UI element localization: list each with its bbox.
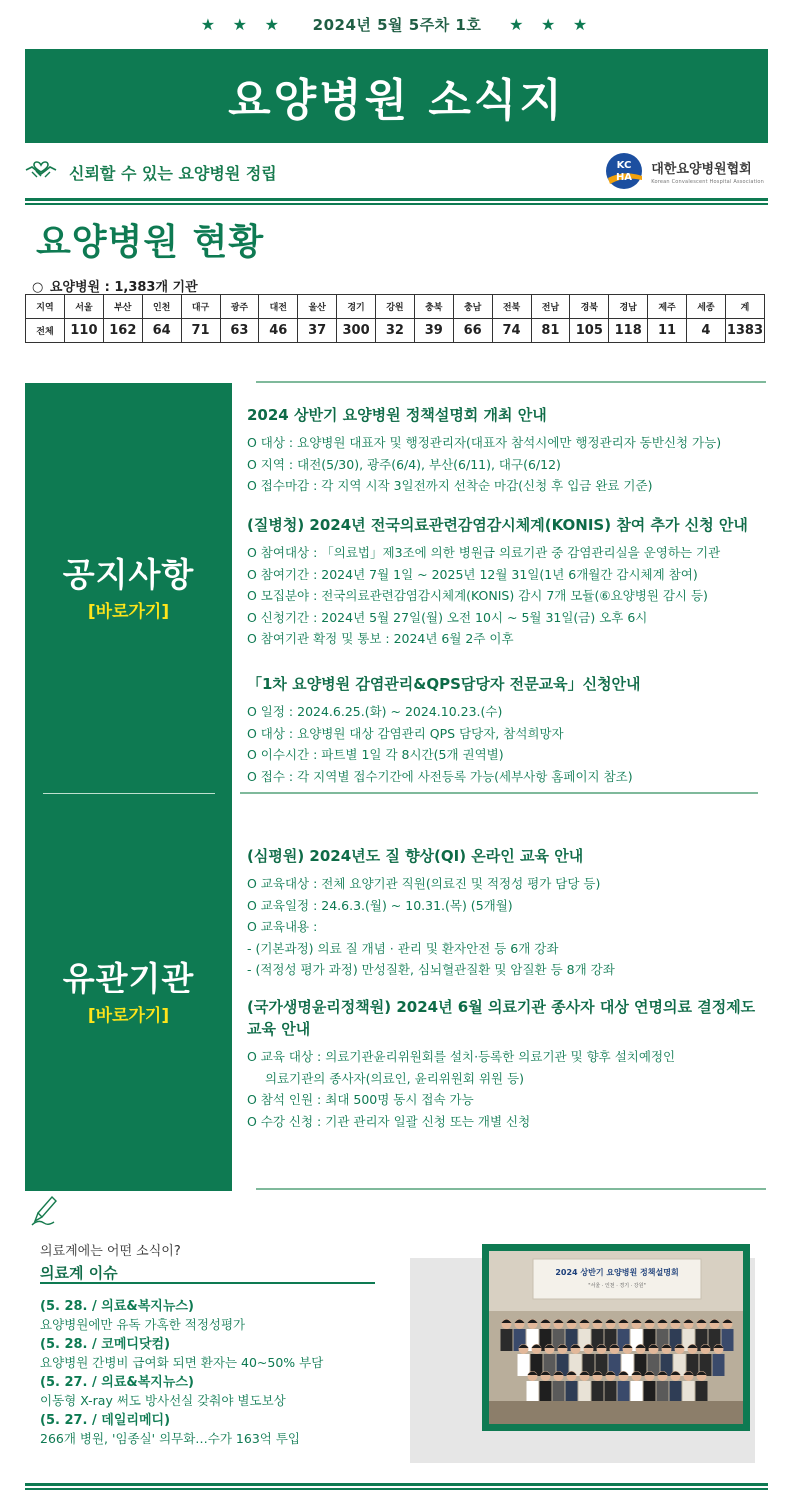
agency-line: - (적정성 평가 과정) 만성질환, 심뇌혈관질환 및 암질환 등 8개 강좌	[247, 962, 615, 978]
person-body	[527, 1381, 539, 1403]
list-item[interactable]	[40, 1374, 400, 1409]
person-body	[501, 1329, 513, 1351]
handshake-heart-icon	[25, 158, 57, 180]
region-table	[25, 294, 765, 343]
issue-headline[interactable]: 266개 병원, '임종실' 의무화…수가 163억 투입	[40, 1431, 300, 1446]
hospital-count	[32, 276, 198, 295]
region-header-cell: 충북	[414, 295, 453, 319]
issues-ask: 의료계에는 어떤 소식이?	[40, 1244, 181, 1259]
region-count-cell: 118	[609, 319, 648, 343]
table-row-label: 전체	[26, 319, 65, 343]
event-photo-image	[489, 1251, 743, 1424]
region-count-cell: 105	[570, 319, 609, 343]
person-body	[683, 1381, 695, 1403]
photo-banner-sub: "서울 · 인천 · 경기 · 강원"	[588, 1283, 646, 1289]
person-body	[518, 1354, 530, 1376]
region-count-cell: 81	[531, 319, 570, 343]
person-body	[644, 1381, 656, 1403]
region-header-cell: 울산	[298, 295, 337, 319]
region-count-cell: 110	[65, 319, 104, 343]
list-item[interactable]	[40, 1298, 400, 1333]
person-body	[579, 1381, 591, 1403]
newsletter-title: 요양병원 소식지	[228, 75, 565, 126]
region-header-cell: 계	[725, 295, 764, 319]
region-header-cell: 강원	[376, 295, 415, 319]
region-header-cell: 제주	[648, 295, 687, 319]
table-row	[26, 319, 765, 343]
logo-name-ko: 대한요양병원협회	[651, 161, 752, 177]
issue-headline[interactable]: 요양병원 간병비 급여화 되면 환자는 40~50% 부담	[40, 1355, 324, 1370]
agency-item-title[interactable]: (국가생명윤리정책원) 2024년 6월 의료기관 종사자 대상 연명의료 결정제도 교육 안내	[247, 998, 756, 1038]
person-body	[592, 1381, 604, 1403]
notice-link[interactable]: [바로가기]	[87, 602, 170, 622]
notice-item-title[interactable]: 「1차 요양병원 감염관리&QPS담당자 전문교육」신청안내	[247, 675, 641, 693]
region-header-cell: 세종	[687, 295, 726, 319]
issue-source: (5. 28. / 코메디닷컴)	[40, 1337, 171, 1352]
pen-hand-icon	[30, 1195, 58, 1229]
slogan: 신뢰할 수 있는 요양병원 정립	[69, 164, 277, 183]
notice-line: O 신청기간 : 2024년 5월 27일(월) 오전 10시 ~ 5월 31일(금) 오후 6시	[247, 609, 648, 625]
notice-line: O 참여기관 확정 및 통보 : 2024년 6월 2주 이후	[247, 631, 514, 647]
region-count-cell: 32	[376, 319, 415, 343]
region-count-cell: 39	[414, 319, 453, 343]
issue-list	[40, 1298, 400, 1450]
event-photo[interactable]	[482, 1244, 750, 1431]
region-header-cell: 충남	[453, 295, 492, 319]
kcha-logo-mark-icon	[605, 152, 645, 190]
agency-line: 의료기관의 종사자(의료인, 윤리위원회 위원 등)	[265, 1070, 525, 1086]
region-header-cell: 전북	[492, 295, 531, 319]
notice-item	[247, 673, 792, 787]
agency-line: O 교육 대상 : 의료기관윤리위원회를 설치·등록한 의료기관 및 향후 설치예정인	[247, 1049, 676, 1064]
person-body	[553, 1381, 565, 1403]
person-body	[605, 1381, 617, 1403]
agency-item	[247, 996, 762, 1132]
region-count-cell: 11	[648, 319, 687, 343]
section-heading-issues: 의료계 이슈	[40, 1264, 118, 1282]
panel-divider	[43, 793, 215, 794]
notice-item	[247, 514, 792, 650]
person-body	[631, 1381, 643, 1403]
agency-line: - (기본과정) 의료 질 개념 · 관리 및 환자안전 등 6개 강좌	[247, 940, 559, 956]
bullet-circle: ○	[32, 280, 44, 295]
agency-line: O 수강 신청 : 기관 관리자 일괄 신청 또는 개별 신청	[247, 1113, 531, 1129]
issue-line	[0, 14, 794, 35]
person-body	[713, 1354, 725, 1376]
notice-line: O 참여기간 : 2024년 7월 1일 ~ 2025년 12월 31일(1년 6개월간 감시체계 참여)	[247, 566, 698, 582]
notice-line: O 접수마감 : 각 지역 시작 3일전까지 선착순 마감(신청 후 입금 완료 기준)	[247, 478, 653, 494]
region-header-cell: 경북	[570, 295, 609, 319]
region-header-cell: 대전	[259, 295, 298, 319]
person-body	[657, 1381, 669, 1403]
hospital-count-text: 요양병원 : 1,383개 기관	[49, 280, 198, 295]
region-header-cell: 전남	[531, 295, 570, 319]
region-count-cell: 300	[337, 319, 376, 343]
agency-item	[247, 845, 792, 981]
notice-line: O 참여대상 : 「의료법」제3조에 의한 병원급 의료기관 중 감염관리실을 운영하는 기관	[247, 545, 721, 560]
person-body	[566, 1381, 578, 1403]
svg-text:KC: KC	[616, 160, 632, 171]
section-heading-status: 요양병원 현황	[36, 222, 265, 263]
region-header-cell: 인천	[142, 295, 181, 319]
region-count-cell: 63	[220, 319, 259, 343]
issue-number: 2024년 5월 5주차 1호	[312, 16, 482, 34]
region-count-cell: 64	[142, 319, 181, 343]
table-row-label: 지역	[26, 295, 65, 319]
notice-item	[247, 404, 792, 497]
stars-right-icon: ★ ★ ★	[509, 15, 594, 34]
issue-source: (5. 27. / 의료&복지뉴스)	[40, 1375, 194, 1390]
person-body	[670, 1381, 682, 1403]
stars-left-icon: ★ ★ ★	[200, 15, 285, 34]
notice-line: O 이수시간 : 파트별 1일 각 8시간(5개 권역별)	[247, 747, 504, 763]
region-header-cell: 광주	[220, 295, 259, 319]
divider	[25, 198, 768, 205]
divider	[25, 1483, 768, 1490]
agency-line: O 교육일정 : 24.6.3.(월) ~ 10.31.(목) (5개월)	[247, 897, 513, 913]
notice-item-title[interactable]: (질병청) 2024년 전국의료관련감염감시체계(KONIS) 참여 추가 신청 안내	[247, 516, 748, 534]
notice-line: O 지역 : 대전(5/30), 광주(6/4), 부산(6/11), 대구(6/12)	[247, 456, 561, 472]
logo-name-en: Korean Convalescent Hospital Association	[651, 178, 764, 185]
svg-text:HA: HA	[616, 172, 633, 183]
notice-item-title[interactable]: 2024 상반기 요양병원 정책설명회 개최 안내	[247, 406, 547, 424]
divider	[40, 1282, 375, 1284]
region-count-cell: 46	[259, 319, 298, 343]
person-body	[618, 1381, 630, 1403]
list-item[interactable]	[40, 1412, 400, 1447]
agency-title: 유관기관	[62, 959, 195, 998]
region-count-cell: 1383	[725, 319, 764, 343]
region-header-cell: 서울	[65, 295, 104, 319]
region-header-cell: 부산	[103, 295, 142, 319]
region-count-cell: 71	[181, 319, 220, 343]
notice-line: O 모집분야 : 전국의료관련감염감시체계(KONIS) 감시 7개 모듈(⑥요양병원 감시 등)	[247, 588, 708, 604]
agency-line: O 참석 인원 : 최대 500명 동시 접속 가능	[247, 1092, 474, 1108]
notice-line: O 대상 : 요양병원 대표자 및 행정관리자(대표자 참석시에만 행정관리자 동반신청 가능)	[247, 435, 722, 450]
notice-line: O 일정 : 2024.6.25.(화) ~ 2024.10.23.(수)	[247, 704, 503, 719]
issue-headline[interactable]: 요양병원에만 유독 가혹한 적정성평가	[40, 1317, 246, 1332]
region-header-cell: 대구	[181, 295, 220, 319]
region-header-cell: 경기	[337, 295, 376, 319]
issue-source: (5. 28. / 의료&복지뉴스)	[40, 1299, 194, 1314]
region-header-cell: 경남	[609, 295, 648, 319]
table-header-row	[26, 295, 765, 319]
agency-line: O 교육내용 :	[247, 919, 318, 935]
region-count-cell: 66	[453, 319, 492, 343]
divider	[256, 1188, 766, 1190]
issue-source: (5. 27. / 데일리메디)	[40, 1413, 171, 1428]
region-count-cell: 162	[103, 319, 142, 343]
agency-item-title[interactable]: (심평원) 2024년도 질 향상(QI) 온라인 교육 안내	[247, 847, 584, 865]
group-photo-illustration	[489, 1251, 743, 1424]
region-count-cell: 4	[687, 319, 726, 343]
issue-headline[interactable]: 이동형 X-ray 써도 방사선실 갖춰야 별도보상	[40, 1393, 286, 1408]
person-body	[696, 1381, 708, 1403]
notice-line: O 대상 : 요양병원 대상 감염관리 QPS 담당자, 참석희망자	[247, 725, 564, 741]
agency-line: O 교육대상 : 전체 요양기관 직원(의료진 및 적정성 평가 담당 등)	[247, 876, 601, 891]
title-banner	[25, 49, 768, 143]
divider	[240, 792, 758, 794]
region-count-cell: 37	[298, 319, 337, 343]
region-count-cell: 74	[492, 319, 531, 343]
photo-banner-text: 2024 상반기 요양병원 정책설명회	[555, 1268, 679, 1277]
left-panel	[25, 383, 232, 1191]
person-body	[540, 1381, 552, 1403]
list-item[interactable]	[40, 1336, 400, 1371]
slogan-row	[25, 152, 768, 192]
kcha-logo	[605, 152, 764, 190]
notice-title: 공지사항	[62, 555, 195, 594]
divider	[256, 381, 766, 383]
notice-line: O 접수 : 각 지역별 접수기간에 사전등록 가능(세부사항 홈페이지 참조)	[247, 768, 633, 784]
agency-link[interactable]: [바로가기]	[87, 1006, 170, 1026]
